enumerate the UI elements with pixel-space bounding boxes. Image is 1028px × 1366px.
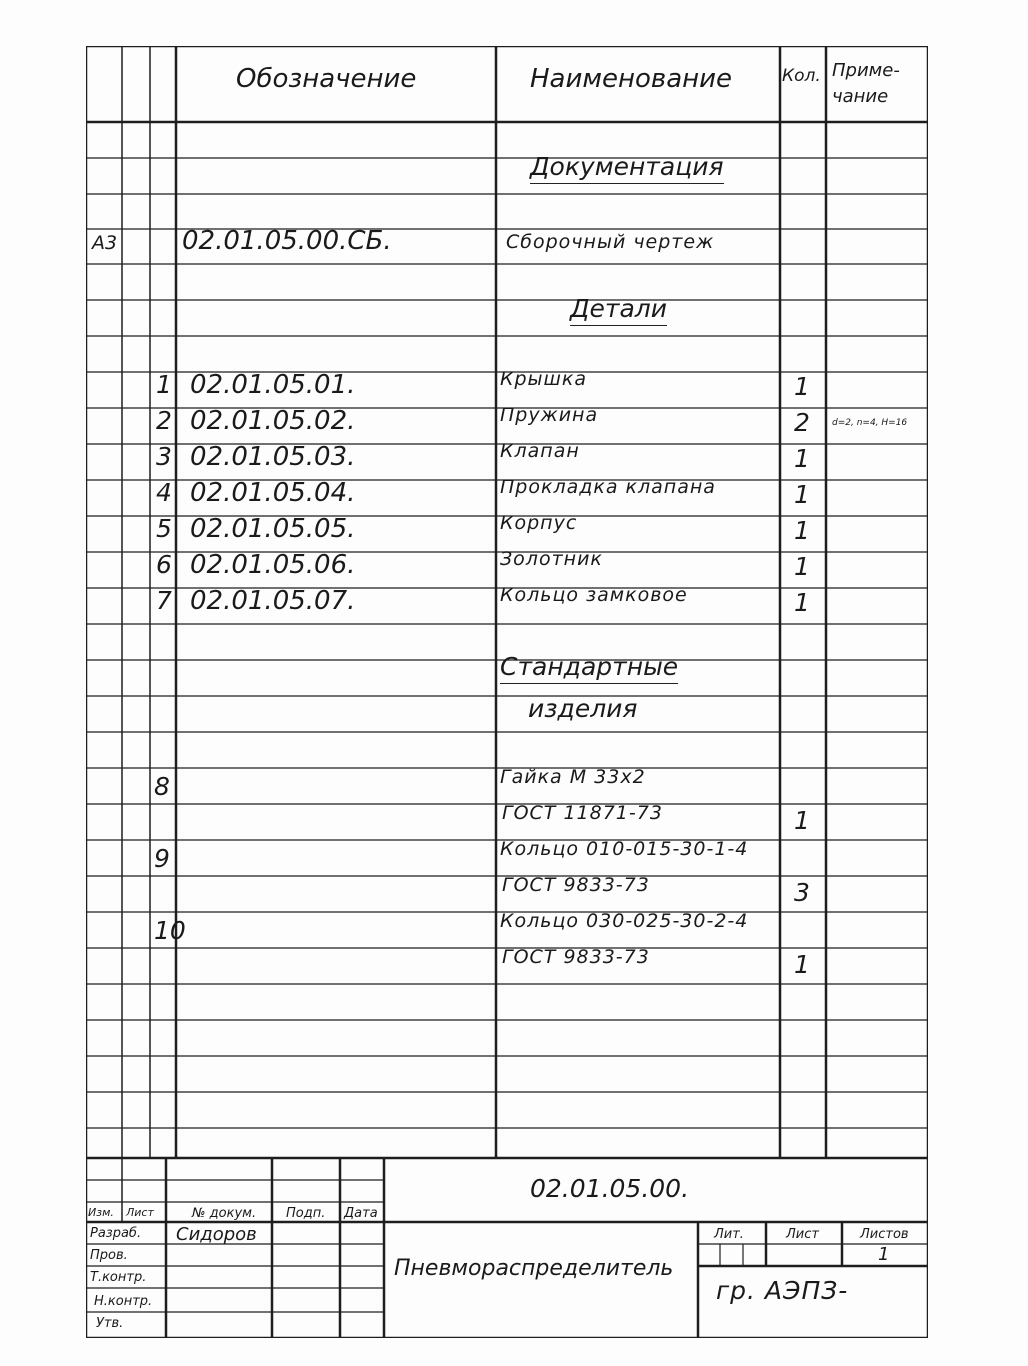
sheets-value: 1 <box>878 1244 890 1265</box>
standard-gost: ГОСТ 9833-73 <box>502 946 650 968</box>
col-date: Дата <box>344 1206 378 1221</box>
header-note-line2: чание <box>832 86 889 107</box>
title-doc-number: 02.01.05.00. <box>530 1174 690 1203</box>
section-standard-line2: изделия <box>528 694 638 723</box>
header-note-line1: Приме- <box>832 60 900 81</box>
part-pos: 4 <box>156 478 172 507</box>
part-designation: 02.01.05.01. <box>190 370 356 400</box>
part-designation: 02.01.05.03. <box>190 442 356 472</box>
part-qty: 1 <box>794 516 810 545</box>
product-name: Пневмораспределитель <box>394 1256 674 1281</box>
header-designation: Обозначение <box>236 64 417 94</box>
part-pos: 3 <box>156 442 172 471</box>
specification-sheet <box>86 46 928 1338</box>
standard-name: Кольцо 030-025-30-2-4 <box>500 910 749 932</box>
header-qty: Кол. <box>782 66 821 86</box>
part-qty: 2 <box>794 408 810 437</box>
part-qty: 1 <box>794 444 810 473</box>
part-name: Клапан <box>500 440 580 462</box>
part-qty: 1 <box>794 552 810 581</box>
section-documentation: Документация <box>530 152 724 184</box>
section-parts: Детали <box>570 294 667 326</box>
documentation-designation: 02.01.05.00.СБ. <box>182 226 392 256</box>
standard-gost: ГОСТ 11871-73 <box>502 802 663 824</box>
part-pos: 2 <box>156 406 172 435</box>
col-list: Лист <box>126 1206 154 1219</box>
col-izm: Изм. <box>88 1206 114 1219</box>
row-prov: Пров. <box>90 1248 128 1263</box>
group-code: гр. АЭПЗ- <box>716 1276 849 1305</box>
header-name: Наименование <box>530 64 733 94</box>
standard-qty: 1 <box>794 806 810 835</box>
col-sign: Подп. <box>286 1206 326 1221</box>
part-pos: 1 <box>156 370 172 399</box>
part-pos: 7 <box>156 586 172 615</box>
part-qty: 1 <box>794 588 810 617</box>
part-name: Корпус <box>500 512 578 534</box>
part-name: Пружина <box>500 404 599 426</box>
standard-pos: 9 <box>154 844 170 873</box>
part-name: Прокладка клапана <box>500 476 716 498</box>
part-qty: 1 <box>794 372 810 401</box>
row-razrab: Разраб. <box>90 1226 142 1241</box>
sheet-label: Лист <box>786 1227 819 1242</box>
part-name: Золотник <box>500 548 603 570</box>
part-pos: 6 <box>156 550 172 579</box>
part-name: Кольцо замковое <box>500 584 688 606</box>
part-designation: 02.01.05.04. <box>190 478 356 508</box>
documentation-format: А3 <box>92 232 118 254</box>
standard-pos: 10 <box>154 916 186 945</box>
standard-qty: 1 <box>794 950 810 979</box>
col-doc-no: № докум. <box>192 1206 257 1221</box>
sheets-label: Листов <box>860 1227 909 1242</box>
row-utv: Утв. <box>96 1316 124 1331</box>
documentation-name: Сборочный чертеж <box>506 231 715 253</box>
part-designation: 02.01.05.06. <box>190 550 356 580</box>
part-note: d=2, n=4, H=16 <box>832 418 908 428</box>
lit-label: Лит. <box>714 1227 744 1242</box>
part-pos: 5 <box>156 514 172 543</box>
row-tkontr: Т.контр. <box>90 1270 147 1285</box>
standard-pos: 8 <box>154 772 170 801</box>
part-designation: 02.01.05.05. <box>190 514 356 544</box>
standard-name: Кольцо 010-015-30-1-4 <box>500 838 749 860</box>
section-standard-line1: Стандартные <box>500 652 678 684</box>
standard-gost: ГОСТ 9833-73 <box>502 874 650 896</box>
standard-qty: 3 <box>794 878 810 907</box>
part-qty: 1 <box>794 480 810 509</box>
row-nkontr: Н.контр. <box>94 1294 153 1309</box>
part-designation: 02.01.05.07. <box>190 586 356 616</box>
part-designation: 02.01.05.02. <box>190 406 356 436</box>
razrab-name: Сидоров <box>176 1224 257 1245</box>
part-name: Крышка <box>500 368 588 390</box>
standard-name: Гайка М 33х2 <box>500 766 646 788</box>
